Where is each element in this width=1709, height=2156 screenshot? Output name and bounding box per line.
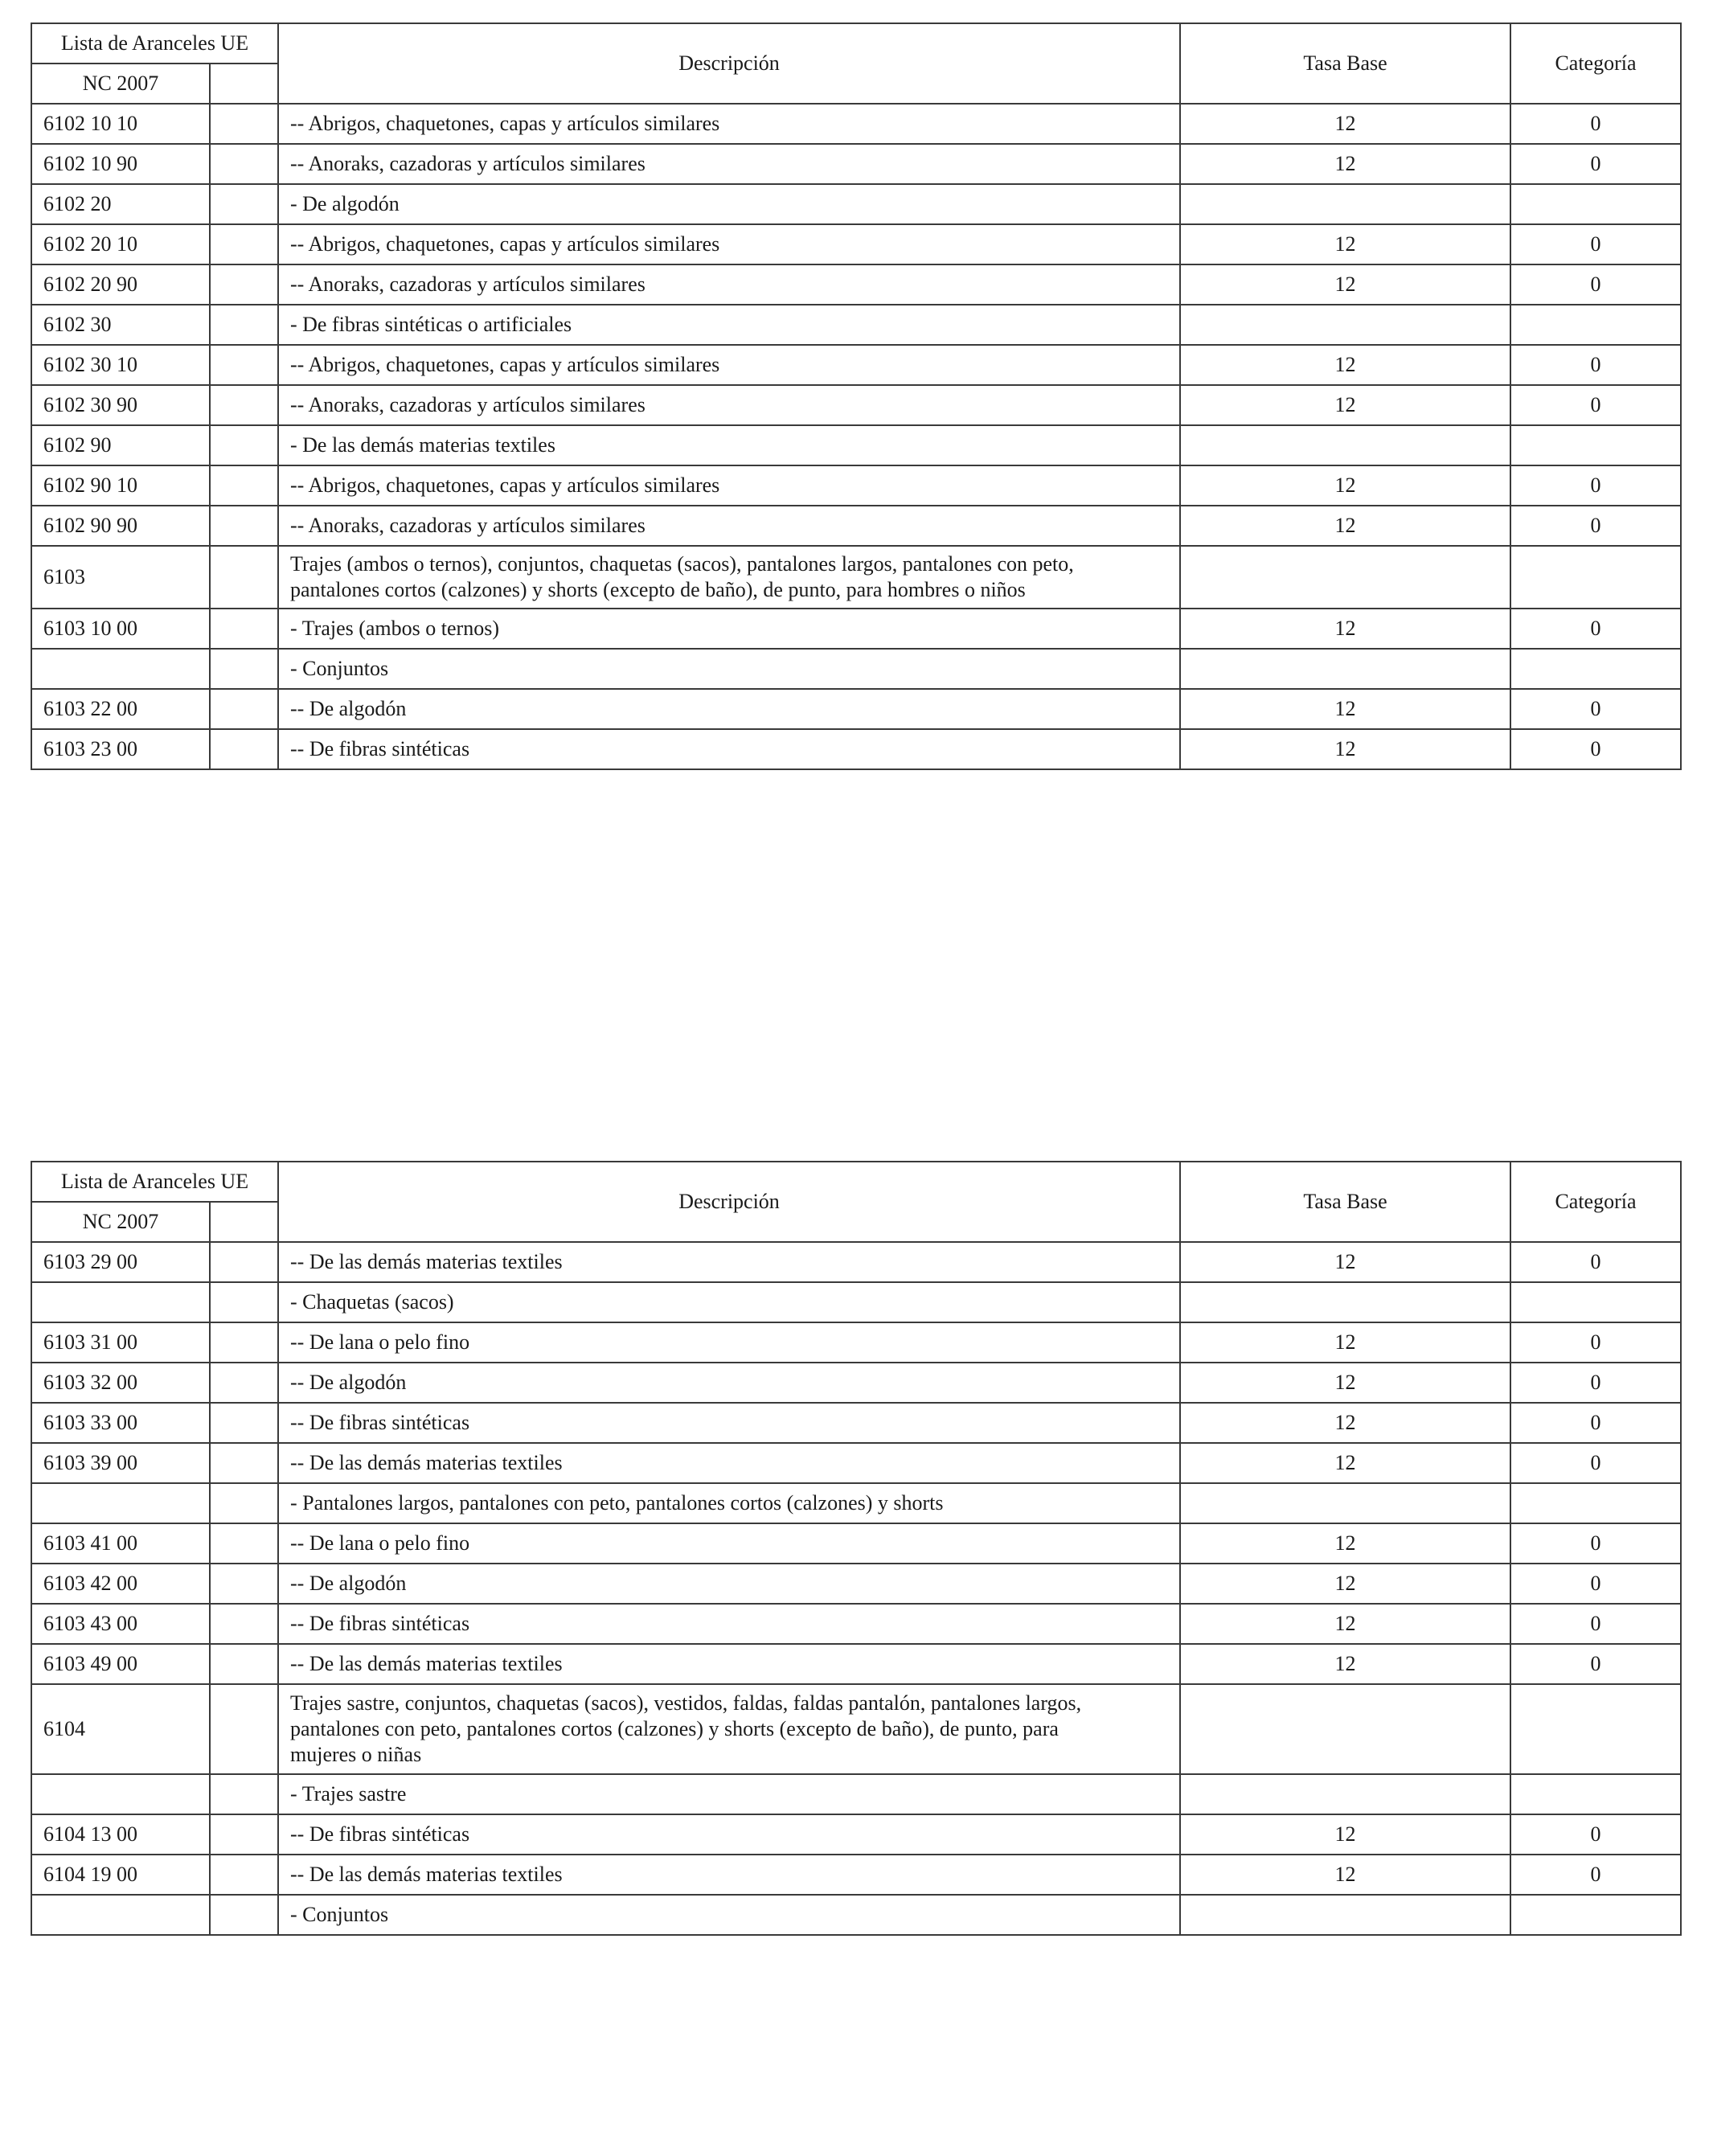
table-body	[31, 1242, 1681, 1935]
category-cell: 0	[1510, 1523, 1681, 1564]
nc-code-cell: 6103 29 00	[31, 1242, 210, 1282]
nc-code-cell: 6102 20 90	[31, 264, 210, 305]
category-cell: 0	[1510, 264, 1681, 305]
table-row	[31, 1322, 1681, 1363]
nc-code-cell: 6102 30	[31, 305, 210, 345]
description-cell: - Trajes sastre	[278, 1774, 1180, 1814]
table-row	[31, 385, 1681, 425]
base-rate-cell: 12	[1180, 465, 1510, 506]
table-row	[31, 1644, 1681, 1684]
nc-code-cell: 6103 23 00	[31, 729, 210, 769]
nc-code-cell: 6102 90	[31, 425, 210, 465]
base-rate-cell: 12	[1180, 1604, 1510, 1644]
description-cell: - De algodón	[278, 184, 1180, 224]
base-rate-cell: 12	[1180, 506, 1510, 546]
nc-code-cell: 6102 30 10	[31, 345, 210, 385]
nc-year-header: NC 2007	[31, 64, 210, 104]
base-rate-cell: 12	[1180, 609, 1510, 649]
description-cell: -- De fibras sintéticas	[278, 1604, 1180, 1644]
base-rate-cell: 12	[1180, 729, 1510, 769]
table-row	[31, 305, 1681, 345]
base-rate-cell: 12	[1180, 1403, 1510, 1443]
list-title-header: Lista de Aranceles UE	[31, 1162, 278, 1202]
blank-cell	[210, 184, 278, 224]
nc-code-cell: 6104 19 00	[31, 1855, 210, 1895]
table-row	[31, 184, 1681, 224]
blank-cell	[210, 689, 278, 729]
category-cell: 0	[1510, 506, 1681, 546]
description-cell: -- De algodón	[278, 1363, 1180, 1403]
table-row	[31, 546, 1681, 609]
blank-cell	[210, 1814, 278, 1855]
table-row	[31, 609, 1681, 649]
table-row	[31, 224, 1681, 264]
blank-cell	[210, 1483, 278, 1523]
nc-code-cell	[31, 1483, 210, 1523]
description-cell: -- De lana o pelo fino	[278, 1322, 1180, 1363]
blank-header-cell	[210, 1202, 278, 1242]
description-cell: -- Anoraks, cazadoras y artículos similares	[278, 506, 1180, 546]
description-cell	[278, 1684, 1180, 1774]
blank-cell	[210, 1684, 278, 1774]
blank-cell	[210, 385, 278, 425]
nc-code-cell: 6103 41 00	[31, 1523, 210, 1564]
blank-cell	[210, 506, 278, 546]
nc-code-cell: 6103 49 00	[31, 1644, 210, 1684]
category-header: Categoría	[1510, 1162, 1681, 1242]
table-row	[31, 425, 1681, 465]
table-row	[31, 1443, 1681, 1483]
nc-code-cell	[31, 1282, 210, 1322]
nc-code-cell: 6103 31 00	[31, 1322, 210, 1363]
blank-cell	[210, 546, 278, 609]
blank-cell	[210, 1644, 278, 1684]
blank-cell	[210, 1604, 278, 1644]
tariff-table-2	[31, 1161, 1682, 1936]
blank-cell	[210, 144, 278, 184]
nc-code-cell	[31, 649, 210, 689]
base-rate-cell: 12	[1180, 689, 1510, 729]
base-rate-cell	[1180, 546, 1510, 609]
base-rate-cell	[1180, 649, 1510, 689]
category-cell: 0	[1510, 1855, 1681, 1895]
base-rate-header: Tasa Base	[1180, 23, 1510, 104]
nc-code-cell: 6103 10 00	[31, 609, 210, 649]
nc-code-cell: 6104	[31, 1684, 210, 1774]
description-cell: -- Abrigos, chaquetones, capas y artículos similares	[278, 465, 1180, 506]
description-cell: - Conjuntos	[278, 1895, 1180, 1935]
base-rate-cell: 12	[1180, 1363, 1510, 1403]
category-cell	[1510, 1684, 1681, 1774]
blank-cell	[210, 1322, 278, 1363]
table-row	[31, 729, 1681, 769]
description-cell: -- De lana o pelo fino	[278, 1523, 1180, 1564]
table-row	[31, 689, 1681, 729]
description-line: pantalones con peto, pantalones cortos (calzones) y shorts (excepto de baño), de punto, para	[290, 1717, 1059, 1740]
table-row	[31, 104, 1681, 144]
base-rate-cell	[1180, 184, 1510, 224]
blank-cell	[210, 1855, 278, 1895]
description-cell: -- De las demás materias textiles	[278, 1242, 1180, 1282]
description-cell: -- Abrigos, chaquetones, capas y artículos similares	[278, 224, 1180, 264]
nc-code-cell: 6103 22 00	[31, 689, 210, 729]
nc-code-cell: 6102 30 90	[31, 385, 210, 425]
nc-code-cell: 6102 10 10	[31, 104, 210, 144]
blank-cell	[210, 425, 278, 465]
table-row	[31, 1814, 1681, 1855]
base-rate-cell	[1180, 305, 1510, 345]
description-cell: -- De las demás materias textiles	[278, 1443, 1180, 1483]
blank-cell	[210, 264, 278, 305]
base-rate-cell: 12	[1180, 264, 1510, 305]
description-cell: -- Anoraks, cazadoras y artículos similares	[278, 385, 1180, 425]
nc-code-cell: 6103	[31, 546, 210, 609]
table-row	[31, 1774, 1681, 1814]
table-row	[31, 1403, 1681, 1443]
category-cell	[1510, 1483, 1681, 1523]
category-cell: 0	[1510, 1322, 1681, 1363]
base-rate-cell	[1180, 1895, 1510, 1935]
category-cell: 0	[1510, 1363, 1681, 1403]
blank-cell	[210, 345, 278, 385]
description-cell: -- De fibras sintéticas	[278, 729, 1180, 769]
category-cell: 0	[1510, 729, 1681, 769]
list-title-header: Lista de Aranceles UE	[31, 23, 278, 64]
nc-code-cell: 6103 42 00	[31, 1564, 210, 1604]
base-rate-cell: 12	[1180, 1644, 1510, 1684]
nc-code-cell	[31, 1774, 210, 1814]
category-cell	[1510, 1774, 1681, 1814]
blank-cell	[210, 1895, 278, 1935]
description-cell: - Chaquetas (sacos)	[278, 1282, 1180, 1322]
category-header: Categoría	[1510, 23, 1681, 104]
category-cell: 0	[1510, 224, 1681, 264]
blank-cell	[210, 1242, 278, 1282]
description-cell: -- De fibras sintéticas	[278, 1403, 1180, 1443]
category-cell: 0	[1510, 689, 1681, 729]
description-cell	[278, 546, 1180, 609]
blank-header-cell	[210, 64, 278, 104]
base-rate-cell: 12	[1180, 1564, 1510, 1604]
table-row	[31, 1242, 1681, 1282]
category-cell: 0	[1510, 1644, 1681, 1684]
category-cell	[1510, 184, 1681, 224]
description-cell: -- De las demás materias textiles	[278, 1855, 1180, 1895]
category-cell: 0	[1510, 1814, 1681, 1855]
category-cell: 0	[1510, 1443, 1681, 1483]
base-rate-cell: 12	[1180, 104, 1510, 144]
base-rate-cell: 12	[1180, 1443, 1510, 1483]
base-rate-cell: 12	[1180, 385, 1510, 425]
table-row	[31, 264, 1681, 305]
category-cell	[1510, 305, 1681, 345]
blank-cell	[210, 1523, 278, 1564]
description-cell: -- Anoraks, cazadoras y artículos similares	[278, 264, 1180, 305]
blank-cell	[210, 1564, 278, 1604]
table-row	[31, 1523, 1681, 1564]
table-row	[31, 1855, 1681, 1895]
description-header: Descripción	[278, 23, 1180, 104]
table-row	[31, 649, 1681, 689]
category-cell: 0	[1510, 144, 1681, 184]
blank-cell	[210, 104, 278, 144]
description-cell: -- Anoraks, cazadoras y artículos similares	[278, 144, 1180, 184]
description-cell: -- De fibras sintéticas	[278, 1814, 1180, 1855]
nc-code-cell: 6102 20 10	[31, 224, 210, 264]
blank-cell	[210, 649, 278, 689]
blank-cell	[210, 1403, 278, 1443]
description-cell: - De fibras sintéticas o artificiales	[278, 305, 1180, 345]
nc-code-cell: 6103 32 00	[31, 1363, 210, 1403]
category-cell	[1510, 425, 1681, 465]
base-rate-cell	[1180, 1483, 1510, 1523]
base-rate-cell: 12	[1180, 144, 1510, 184]
category-cell	[1510, 1895, 1681, 1935]
base-rate-header: Tasa Base	[1180, 1162, 1510, 1242]
category-cell: 0	[1510, 465, 1681, 506]
table-row	[31, 1483, 1681, 1523]
nc-code-cell: 6102 10 90	[31, 144, 210, 184]
nc-code-cell: 6102 20	[31, 184, 210, 224]
table-row	[31, 1684, 1681, 1774]
table-row	[31, 1895, 1681, 1935]
category-cell	[1510, 649, 1681, 689]
tariff-table-1	[31, 23, 1682, 770]
description-cell: - Conjuntos	[278, 649, 1180, 689]
description-cell: - Trajes (ambos o ternos)	[278, 609, 1180, 649]
base-rate-cell: 12	[1180, 1855, 1510, 1895]
base-rate-cell: 12	[1180, 224, 1510, 264]
description-header: Descripción	[278, 1162, 1180, 1242]
description-cell: -- Abrigos, chaquetones, capas y artículos similares	[278, 104, 1180, 144]
blank-cell	[210, 729, 278, 769]
category-cell: 0	[1510, 1403, 1681, 1443]
category-cell: 0	[1510, 609, 1681, 649]
base-rate-cell	[1180, 1684, 1510, 1774]
table-row	[31, 1564, 1681, 1604]
nc-code-cell: 6102 90 90	[31, 506, 210, 546]
description-cell: -- De las demás materias textiles	[278, 1644, 1180, 1684]
table-row	[31, 506, 1681, 546]
nc-year-header: NC 2007	[31, 1202, 210, 1242]
nc-code-cell: 6103 33 00	[31, 1403, 210, 1443]
blank-cell	[210, 1443, 278, 1483]
base-rate-cell	[1180, 1774, 1510, 1814]
table-row	[31, 465, 1681, 506]
table-row	[31, 144, 1681, 184]
blank-cell	[210, 1282, 278, 1322]
nc-code-cell: 6103 39 00	[31, 1443, 210, 1483]
blank-cell	[210, 224, 278, 264]
blank-cell	[210, 465, 278, 506]
description-cell: -- Abrigos, chaquetones, capas y artículos similares	[278, 345, 1180, 385]
nc-code-cell: 6104 13 00	[31, 1814, 210, 1855]
description-line: Trajes (ambos o ternos), conjuntos, chaquetas (sacos), pantalones largos, pantalones con peto,	[290, 552, 1074, 576]
category-cell: 0	[1510, 345, 1681, 385]
table-row	[31, 1282, 1681, 1322]
category-cell: 0	[1510, 1564, 1681, 1604]
category-cell: 0	[1510, 1242, 1681, 1282]
nc-code-cell: 6103 43 00	[31, 1604, 210, 1644]
blank-cell	[210, 1363, 278, 1403]
description-line: Trajes sastre, conjuntos, chaquetas (sacos), vestidos, faldas, faldas pantalón, pantalones largos,	[290, 1691, 1082, 1715]
base-rate-cell	[1180, 1282, 1510, 1322]
blank-cell	[210, 609, 278, 649]
base-rate-cell: 12	[1180, 1814, 1510, 1855]
category-cell	[1510, 1282, 1681, 1322]
base-rate-cell: 12	[1180, 1322, 1510, 1363]
base-rate-cell	[1180, 425, 1510, 465]
category-cell	[1510, 546, 1681, 609]
table-row	[31, 345, 1681, 385]
base-rate-cell: 12	[1180, 1523, 1510, 1564]
category-cell: 0	[1510, 104, 1681, 144]
category-cell: 0	[1510, 1604, 1681, 1644]
blank-cell	[210, 1774, 278, 1814]
description-line: pantalones cortos (calzones) y shorts (excepto de baño), de punto, para hombres o niños	[290, 578, 1026, 601]
table-row	[31, 1363, 1681, 1403]
category-cell: 0	[1510, 385, 1681, 425]
description-line: mujeres o niñas	[290, 1743, 422, 1766]
nc-code-cell: 6102 90 10	[31, 465, 210, 506]
description-cell: -- De algodón	[278, 689, 1180, 729]
base-rate-cell: 12	[1180, 345, 1510, 385]
base-rate-cell: 12	[1180, 1242, 1510, 1282]
description-cell: - De las demás materias textiles	[278, 425, 1180, 465]
description-cell: - Pantalones largos, pantalones con peto, pantalones cortos (calzones) y shorts	[278, 1483, 1180, 1523]
blank-cell	[210, 305, 278, 345]
description-cell: -- De algodón	[278, 1564, 1180, 1604]
nc-code-cell	[31, 1895, 210, 1935]
table-body	[31, 104, 1681, 769]
table-row	[31, 1604, 1681, 1644]
